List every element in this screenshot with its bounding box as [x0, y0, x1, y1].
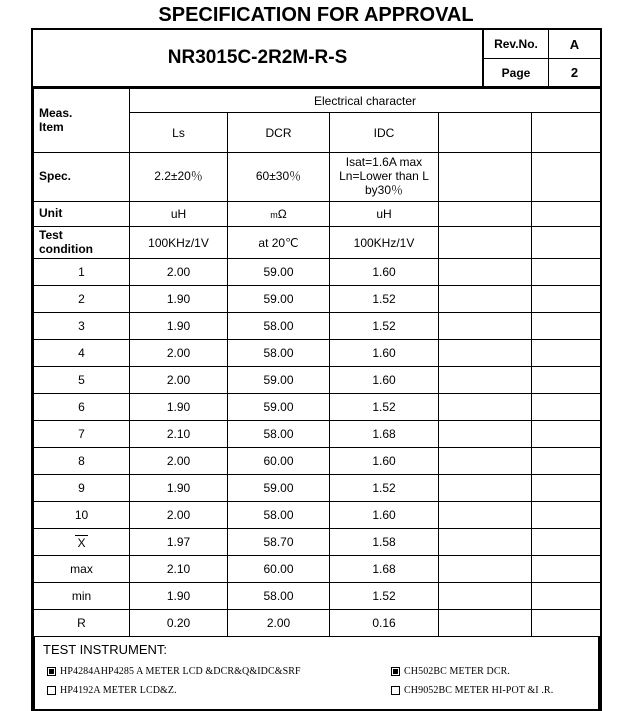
cell-ls: 2.00 — [130, 448, 228, 475]
test-instrument-label-1: CH502BC METER DCR. — [404, 666, 510, 677]
cell-empty-1 — [439, 421, 532, 448]
table-row — [34, 259, 601, 286]
cell-ls: 1.97 — [130, 529, 228, 556]
test-instrument-label-3: CH9052BC METER HI-POT &I .R. — [404, 685, 554, 696]
cell-empty-2 — [532, 313, 601, 340]
test-instrument-block — [33, 637, 600, 711]
page-title — [0, 4, 632, 31]
cell-ls: 1.90 — [130, 313, 228, 340]
spec-row — [34, 153, 601, 202]
cell-empty-2 — [532, 610, 601, 637]
cell-ls: 2.00 — [130, 340, 228, 367]
cell-dcr: 58.00 — [228, 340, 330, 367]
row-label: max — [34, 556, 130, 583]
page-label: Page — [501, 65, 531, 80]
cell-empty-2 — [532, 286, 601, 313]
cell-empty-1 — [439, 583, 532, 610]
test-instrument-label-0: HP4284AHP4285 A METER LCD &DCR&Q&IDC&SRF — [60, 666, 301, 677]
table-row — [34, 313, 601, 340]
summary-row — [34, 583, 601, 610]
unit-value-dcr — [228, 202, 330, 227]
column-header-dcr: DCR — [228, 113, 330, 153]
meas-item-line1: Meas. — [39, 106, 73, 121]
cell-empty-2 — [532, 529, 601, 556]
unit-value-idc: uH — [330, 202, 439, 227]
row-index: 8 — [34, 448, 130, 475]
test-instrument-title: TEST INSTRUMENT: — [43, 642, 167, 657]
row-index: 4 — [34, 340, 130, 367]
test-condition-empty-2 — [532, 227, 601, 259]
cell-idc: 1.68 — [330, 556, 439, 583]
meas-item-line2: Item — [39, 119, 64, 134]
row-index: 6 — [34, 394, 130, 421]
cell-idc: 1.52 — [330, 286, 439, 313]
cell-empty-1 — [439, 610, 532, 637]
rev-no-value: A — [548, 30, 600, 58]
checkbox-icon[interactable] — [47, 686, 56, 695]
table-row — [34, 502, 601, 529]
cell-idc: 1.60 — [330, 367, 439, 394]
cell-empty-1 — [439, 529, 532, 556]
spec-value-dcr: 60±30％ — [228, 153, 330, 202]
cell-dcr: 58.00 — [228, 421, 330, 448]
cell-empty-2 — [532, 583, 601, 610]
specification-frame — [31, 28, 602, 711]
cell-dcr: 59.00 — [228, 394, 330, 421]
milli-prefix: m — [270, 210, 278, 220]
summary-row — [34, 556, 601, 583]
rev-no-label: Rev.No. — [494, 37, 538, 51]
cell-ls: 0.20 — [130, 610, 228, 637]
cell-ls: 1.90 — [130, 583, 228, 610]
spec-value-empty-1 — [439, 153, 532, 202]
row-index: 5 — [34, 367, 130, 394]
table-header-row-section — [34, 89, 601, 113]
cell-dcr: 59.00 — [228, 286, 330, 313]
cell-ls: 1.90 — [130, 286, 228, 313]
cell-empty-2 — [532, 475, 601, 502]
test-condition-row — [34, 227, 601, 259]
unit-row — [34, 202, 601, 227]
test-instrument-label-2: HP4192A METER LCD&Z. — [60, 685, 177, 696]
spec-value-ls: 2.2±20％ — [130, 153, 228, 202]
test-condition-line2: condition — [39, 241, 93, 256]
test-condition-label — [34, 227, 130, 259]
cell-empty-1 — [439, 259, 532, 286]
summary-row — [34, 529, 601, 556]
electrical-character-header: Electrical character — [130, 89, 601, 113]
test-instrument-item-0[interactable] — [35, 666, 383, 677]
cell-dcr: 60.00 — [228, 448, 330, 475]
cell-empty-1 — [439, 313, 532, 340]
table-row — [34, 340, 601, 367]
cell-idc: 0.16 — [330, 610, 439, 637]
cell-empty-1 — [439, 367, 532, 394]
column-header-idc: IDC — [330, 113, 439, 153]
cell-empty-2 — [532, 394, 601, 421]
cell-dcr: 59.00 — [228, 475, 330, 502]
cell-empty-2 — [532, 259, 601, 286]
table-row — [34, 448, 601, 475]
cell-empty-1 — [439, 502, 532, 529]
checkbox-icon[interactable] — [391, 686, 400, 695]
cell-empty-2 — [532, 502, 601, 529]
cell-dcr: 2.00 — [228, 610, 330, 637]
column-header-ls: Ls — [130, 113, 228, 153]
spec-value-idc: Isat=1.6A max Ln=Lower than L by30％ — [330, 153, 439, 202]
cell-empty-2 — [532, 367, 601, 394]
table-row — [34, 394, 601, 421]
page-row — [484, 58, 600, 86]
test-condition-dcr: at 20℃ — [228, 227, 330, 259]
cell-ls: 2.00 — [130, 259, 228, 286]
unit-value-empty-1 — [439, 202, 532, 227]
cell-empty-1 — [439, 556, 532, 583]
cell-dcr: 59.00 — [228, 259, 330, 286]
x-bar-symbol: X — [77, 535, 86, 550]
row-index: 3 — [34, 313, 130, 340]
part-number-band — [33, 30, 600, 88]
row-index: 2 — [34, 286, 130, 313]
part-number: NR3015C-2R2M-R-S — [167, 47, 348, 68]
cell-dcr: 58.00 — [228, 502, 330, 529]
page-title-text: SPECIFICATION FOR APPROVAL — [156, 4, 475, 31]
cell-dcr: 60.00 — [228, 556, 330, 583]
page-value: 2 — [548, 59, 600, 86]
cell-idc: 1.52 — [330, 475, 439, 502]
cell-empty-1 — [439, 475, 532, 502]
cell-empty-2 — [532, 448, 601, 475]
row-index: 1 — [34, 259, 130, 286]
spec-label: Spec. — [34, 153, 130, 202]
row-label-mean — [34, 529, 130, 556]
cell-empty-1 — [439, 448, 532, 475]
cell-ls: 2.00 — [130, 367, 228, 394]
row-index: 9 — [34, 475, 130, 502]
cell-dcr: 58.00 — [228, 313, 330, 340]
table-row — [34, 421, 601, 448]
table-row — [34, 475, 601, 502]
test-condition-line1: Test — [39, 228, 63, 243]
cell-ls: 1.90 — [130, 394, 228, 421]
column-header-empty-2 — [532, 113, 601, 153]
unit-label: Unit — [34, 202, 130, 227]
cell-idc: 1.52 — [330, 583, 439, 610]
row-index: 10 — [34, 502, 130, 529]
cell-idc: 1.60 — [330, 340, 439, 367]
cell-idc: 1.60 — [330, 502, 439, 529]
checkbox-icon[interactable] — [47, 667, 56, 676]
cell-ls: 2.10 — [130, 421, 228, 448]
cell-dcr: 58.00 — [228, 583, 330, 610]
test-instrument-item-3[interactable] — [383, 685, 598, 696]
cell-empty-1 — [439, 394, 532, 421]
revision-row — [484, 30, 600, 58]
cell-ls: 2.00 — [130, 502, 228, 529]
table-row — [34, 367, 601, 394]
cell-idc: 1.68 — [330, 421, 439, 448]
cell-empty-2 — [532, 556, 601, 583]
table-row — [34, 286, 601, 313]
test-instrument-row-2 — [35, 685, 598, 696]
cell-idc: 1.60 — [330, 259, 439, 286]
cell-empty-1 — [439, 340, 532, 367]
cell-empty-1 — [439, 286, 532, 313]
electrical-characteristics-table — [33, 88, 601, 637]
unit-value-ls: uH — [130, 202, 228, 227]
cell-ls: 2.10 — [130, 556, 228, 583]
cell-idc: 1.60 — [330, 448, 439, 475]
table-body — [34, 89, 601, 637]
test-instrument-row-1 — [35, 666, 598, 677]
cell-empty-2 — [532, 421, 601, 448]
cell-empty-2 — [532, 340, 601, 367]
cell-dcr: 58.70 — [228, 529, 330, 556]
unit-value-empty-2 — [532, 202, 601, 227]
row-label: min — [34, 583, 130, 610]
column-header-empty-1 — [439, 113, 532, 153]
revision-block — [482, 30, 600, 86]
test-condition-empty-1 — [439, 227, 532, 259]
row-index: 7 — [34, 421, 130, 448]
spec-value-empty-2 — [532, 153, 601, 202]
ohm-symbol: Ω — [277, 207, 287, 221]
meas-item-header — [34, 89, 130, 153]
row-label: R — [34, 610, 130, 637]
test-condition-idc: 100KHz/1V — [330, 227, 439, 259]
test-instrument-item-2[interactable] — [35, 685, 383, 696]
cell-ls: 1.90 — [130, 475, 228, 502]
summary-row — [34, 610, 601, 637]
cell-idc: 1.52 — [330, 313, 439, 340]
cell-idc: 1.52 — [330, 394, 439, 421]
test-instrument-item-1[interactable] — [383, 666, 598, 677]
cell-idc: 1.58 — [330, 529, 439, 556]
cell-dcr: 59.00 — [228, 367, 330, 394]
test-condition-ls: 100KHz/1V — [130, 227, 228, 259]
checkbox-icon[interactable] — [391, 667, 400, 676]
